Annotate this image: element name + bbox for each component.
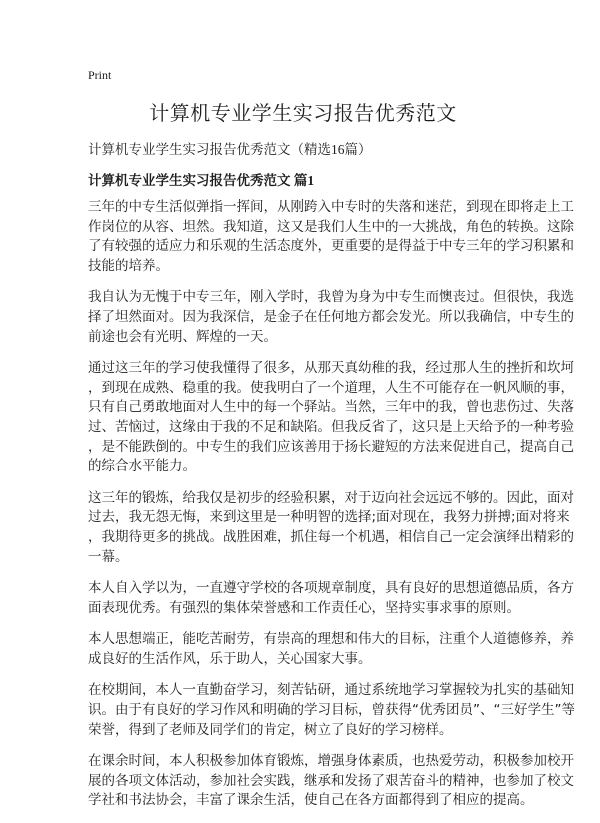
paragraph-line: 过、苦恼过，这缘由于我的不足和缺陷。但我反省了，这只是上天给予的一种考验: [88, 418, 574, 435]
paragraph-line: 我自认为无愧于中专三年，刚入学时，我曾为身为中专生而懊丧过。但很快，我选: [88, 289, 574, 306]
paragraph: [88, 198, 574, 276]
paragraph-line: ，到现在成熟、稳重的我。使我明白了一个道理，人生不可能存在一帆风顺的事，: [88, 379, 574, 396]
paragraph-line: 技能的培养。: [88, 257, 169, 274]
document-title: 计算机专业学生实习报告优秀范文: [149, 101, 457, 125]
paragraph-line: 了有较强的适应力和乐观的生活态度外，更重要的是得益于中专三年的学习积累和: [88, 238, 574, 255]
paragraph-line: 本人自入学以为，一直遵守学校的各项规章制度，具有良好的思想道德品质，各方: [88, 580, 574, 597]
paragraph-line: 这三年的锻炼，给我仅是初步的经验积累，对于迈向社会远远不够的。因此，面对: [88, 489, 574, 506]
paragraph-line: 在课余时间，本人积极参加体育锻炼，增强身体素质，也热爱劳动，积极参加校开: [88, 753, 574, 770]
paragraph-line: 三年的中专生活似弹指一挥间，从刚跨入中专时的失落和迷茫，到现在即将走上工: [88, 199, 574, 215]
paragraph-line: ，我期待更多的挑战。战胜困难，抓住每一个机遇，相信自己一定会演绎出精彩的: [88, 528, 574, 545]
paragraph-line: ，是不能跌倒的。中专生的我们应该善用于扬长避短的方法来促进自己，提高自己: [88, 438, 574, 455]
paragraph-line: 只有自己勇敢地面对人生中的每一个驿站。当然，三年中的我，曾也悲伤过、失落: [88, 399, 574, 416]
paragraph: [88, 359, 574, 477]
paragraph-line: 在校期间，本人一直勤奋学习，刻苦钻研，通过系统地学习掌握较为扎实的基础知: [88, 682, 574, 699]
paragraph: [88, 752, 574, 811]
paragraph-line: 成良好的生活作风，乐于助人，关心国家大事。: [88, 650, 372, 667]
section-heading: 计算机专业学生实习报告优秀范文 篇1: [88, 173, 315, 188]
document-subtitle: 计算机专业学生实习报告优秀范文（精选16篇）: [88, 142, 372, 157]
document-body: [88, 198, 575, 811]
paragraph-line: 通过这三年的学习使我懂得了很多，从那天真幼稚的我，经过那人生的挫折和坎坷: [88, 360, 574, 377]
paragraph-line: 面表现优秀。有强烈的集体荣誉感和工作责任心，坚持实事求事的原则。: [88, 599, 520, 616]
paragraph-line: 择了坦然面对。因为我深信，是金子在任何地方都会发光。所以我确信，中专生的: [88, 308, 574, 325]
paragraph-line: 识。由于有良好的学习作风和明确的学习目标，曾获得“优秀团员”、“三好学生”等: [88, 702, 575, 719]
paragraph-line: 前途也会有光明、辉煌的一天。: [88, 328, 277, 345]
paragraph-line: 展的各项文体活动，参加社会实践，继承和发扬了艰苦奋斗的精神，也参加了校文: [88, 772, 574, 789]
paragraph-line: 本人思想端正，能吃苦耐劳，有崇高的理想和伟大的目标，注重个人道德修养，养: [88, 631, 574, 648]
paragraph-line: 作岗位的从容、坦然。我知道，这又是我们人生中的一大挑战，角色的转换。这除: [88, 218, 574, 235]
paragraph-line: 过去，我无怨无悔，来到这里是一种明智的选择;面对现在，我努力拼搏;面对将来: [88, 509, 570, 526]
print-link[interactable]: Print: [88, 68, 112, 82]
document-page: [88, 68, 575, 823]
paragraph-line: 的综合水平能力。: [88, 458, 196, 475]
paragraph: [88, 681, 575, 740]
paragraph: [88, 489, 574, 567]
paragraph-line: 一幕。: [88, 548, 129, 565]
paragraph: [88, 579, 574, 618]
paragraph-line: 学社和书法协会，丰富了课余生活，使自己在各方面都得到了相应的提高。: [88, 792, 534, 809]
paragraph: [88, 630, 574, 669]
paragraph: [88, 288, 574, 347]
paragraph-line: 荣誉，得到了老师及同学们的肯定，树立了良好的学习榜样。: [88, 721, 453, 738]
